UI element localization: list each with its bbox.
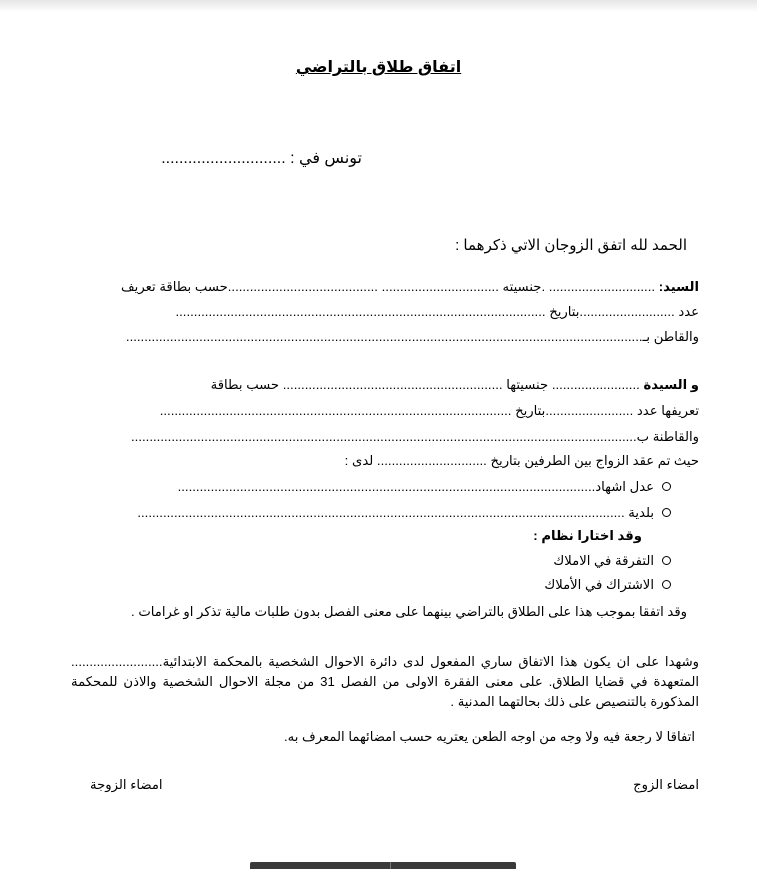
registrar-text: بلدية ..................................................................................................................................... [137, 505, 654, 520]
husband-line-2: عدد ..........................بتاريخ ..................................................................................................... [175, 304, 699, 319]
regime-item [544, 576, 671, 593]
husband-line-3: والقاطن بـ............................................................................................................................................. [125, 329, 699, 344]
place-date-line: تونس في : ............................ [161, 150, 362, 167]
paragraph-no-claims: وقد اتفقا بموجب هذا على الطلاق بالتراضي بينهما على معنى الفصل بدون طلبات مالية تذكر او غرامات . [131, 604, 687, 619]
regime-title: وقد اختارا نظام : [533, 528, 642, 543]
registrar-item [137, 504, 671, 521]
registrar-text: عدل اشهاد.................................................................................................................. [177, 479, 654, 494]
regime-text: التفرقة في الاملاك [553, 553, 654, 568]
registrar-item [178, 478, 671, 495]
husband-signature-label: امضاء الزوج [633, 777, 699, 792]
wife-label: و السيدة [643, 377, 699, 392]
regime-text: الاشتراك في الأملاك [544, 577, 654, 592]
husband-line-1 [121, 278, 699, 295]
bullet-icon [662, 556, 671, 565]
wife-line-3: والقاطنة ب.......................................................................................................................................... [131, 429, 699, 444]
bullet-icon [662, 580, 671, 589]
husband-label: السيد: [658, 279, 699, 294]
page-toolbar[interactable] [250, 862, 516, 869]
regime-item [553, 552, 671, 569]
document-title: اتفاق طلاق بالتراضي [295, 59, 462, 76]
closing-line: اتفاقا لا رجعة فيه ولا وجه من اوجه الطعن يعتريه حسب امضائهما المعرف به. [283, 729, 695, 744]
wife-line-2: تعريفها عدد ........................بتاريخ ................................................................................................ [159, 403, 699, 418]
wife-line-1-text: ........................ جنسيتها ............................................................ حسب بطاقة [210, 377, 644, 392]
intro-line: الحمد لله اتفق الزوجان الاتي ذكرهما : [455, 237, 687, 254]
toolbar-divider [390, 862, 391, 869]
wife-signature-label: امضاء الزوجة [90, 777, 163, 792]
bullet-icon [662, 508, 671, 517]
wife-line-1 [211, 376, 699, 393]
bullet-icon [662, 482, 671, 491]
paragraph-registration: وشهدا على ان يكون هذا الاتفاق ساري المفعول لدى دائرة الاحوال الشخصية بالمحكمة الابتدائية......................... المتعهدة في قضايا الطلاق. على معنى الفقرة الاولى من الفصل 31 من مجلة الاحوال الشخصية والاذن للمحكمة المذكورة بالتنصيص على ذلك بحالتهما المدنية . [71, 654, 700, 709]
husband-line-1-text: ............................. .جنسيته ................................ .........................................حسب بطاقة تعريف [121, 279, 659, 294]
marriage-line: حيث تم عقد الزواج بين الطرفين بتاريخ .............................. لدى : [344, 453, 699, 468]
